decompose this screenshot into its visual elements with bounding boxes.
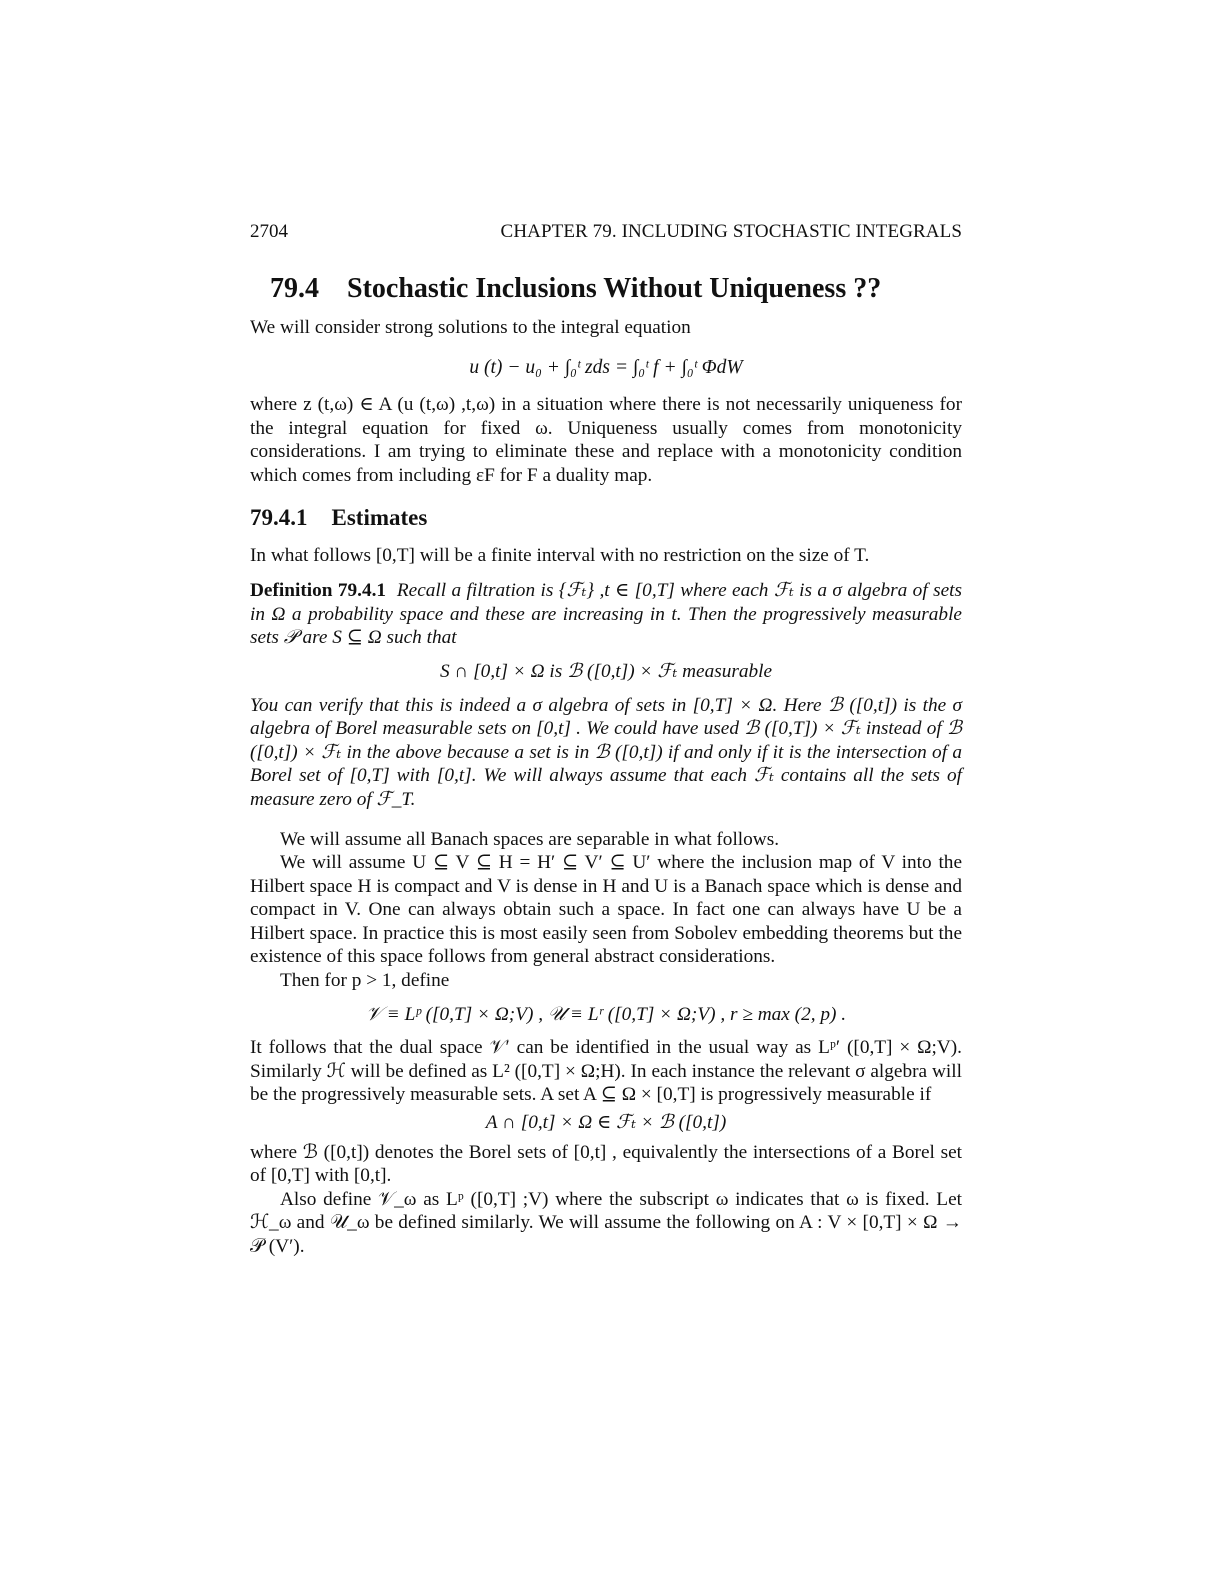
progressive-measurability: A ∩ [0,t] × Ω ∈ ℱₜ × ℬ ([0,t]) [485, 1112, 727, 1134]
definition-display: S ∩ [0,t] × Ω is ℬ ([0,t]) × ℱₜ measurable [439, 660, 773, 682]
definition-continuation: You can verify that this is indeed a σ algebra of sets in [0,T] × Ω. Here ℬ ([0,t]) is the σ algebra of Borel measurable sets on [0,t] . We could have used ℬ ([0,T]) × ℱₜ instead of ℬ ([0,t]) × ℱₜ in the above because a set is in ℬ ([0,t]) if and only if it is the intersection of a Borel set of [0,T] with [0,t]. We will always assume that each ℱₜ contains all the sets of measure zero of ℱ_T. [250, 694, 962, 810]
paragraph-assumption: Also define 𝒱_ω as Lᵖ ([0,T] ;V) where the subscript ω indicates that ω is fixed. Let ℋ_ω and 𝒰_ω be defined similarly. We will assume the following on A : V × [0,T] × Ω → 𝒫 (V′). [250, 1188, 962, 1257]
paragraph-dual-space: It follows that the dual space 𝒱′ can be identified in the usual way as Lᵖ′ ([0,T] × Ω;V). Similarly ℋ will be defined as L² ([0,T] × Ω;H). In each instance the relevant σ algebra will be the progressively measurable sets. A set A ⊆ Ω × [0,T] is progressively measurable if [250, 1037, 962, 1106]
paragraph-define: Then for p > 1, define [280, 970, 450, 992]
integral-equation: u (t) − u₀ + ∫₀ᵗ zds = ∫₀ᵗ f + ∫₀ᵗ ΦdW [469, 356, 743, 378]
definition-label: Definition 79.4.1 [250, 580, 387, 602]
paragraph-borel: where ℬ ([0,t]) denotes the Borel sets of [0,t] , equivalently the intersections of a Borel set of [0,T] with [0,t]. [250, 1141, 962, 1187]
chapter-title: CHAPTER 79. INCLUDING STOCHASTIC INTEGRALS [500, 221, 962, 242]
subsection-heading [250, 504, 962, 532]
definition-text: Recall a filtration is {ℱₜ} ,t ∈ [0,T] where each ℱₜ is a σ algebra of sets in Ω a probability space and these are increasing in t. Then the progressively measurable sets 𝒫 are S ⊆ Ω such that [250, 580, 962, 649]
space-definitions: 𝒱 ≡ Lᵖ ([0,T] × Ω;V) , 𝒰 ≡ Lʳ ([0,T] × Ω;V) , r ≥ max (2, p) . [365, 1003, 847, 1025]
subsection-title: Estimates [331, 504, 428, 530]
paragraph-separable: We will assume all Banach spaces are separable in what follows. [280, 828, 780, 850]
intro-paragraph: We will consider strong solutions to the integral equation [250, 317, 691, 338]
subsection-number: 79.4.1 [250, 504, 308, 530]
paragraph-interval: In what follows [0,T] will be a finite interval with no restriction on the size of T. [250, 544, 870, 566]
section-heading [270, 272, 962, 306]
paragraph-spaces: We will assume U ⊆ V ⊆ H = H′ ⊆ V′ ⊆ U′ where the inclusion map of V into the Hilbert space H is compact and V is dense in H and U is a Banach space which is dense and compact in V. One can always obtain such a space. In fact one can always have U be a Hilbert space. In practice this is most easily seen from Sobolev embedding theorems but the existence of this space follows from general abstract considerations. [250, 852, 962, 968]
page-body [250, 272, 962, 1259]
section-title: Stochastic Inclusions Without Uniqueness ?? [347, 273, 882, 304]
paragraph-uniqueness: where z (t,ω) ∈ A (u (t,ω) ,t,ω) in a situation where there is not necessarily uniqueness for the integral equation for fixed ω. Uniqueness usually comes from monotonicity considerations. I am trying to eliminate these and replace with a monotonicity condition which comes from including εF for F a duality map. [250, 394, 962, 486]
page-number: 2704 [250, 221, 288, 242]
section-number: 79.4 [270, 273, 319, 304]
definition-block [250, 579, 962, 650]
